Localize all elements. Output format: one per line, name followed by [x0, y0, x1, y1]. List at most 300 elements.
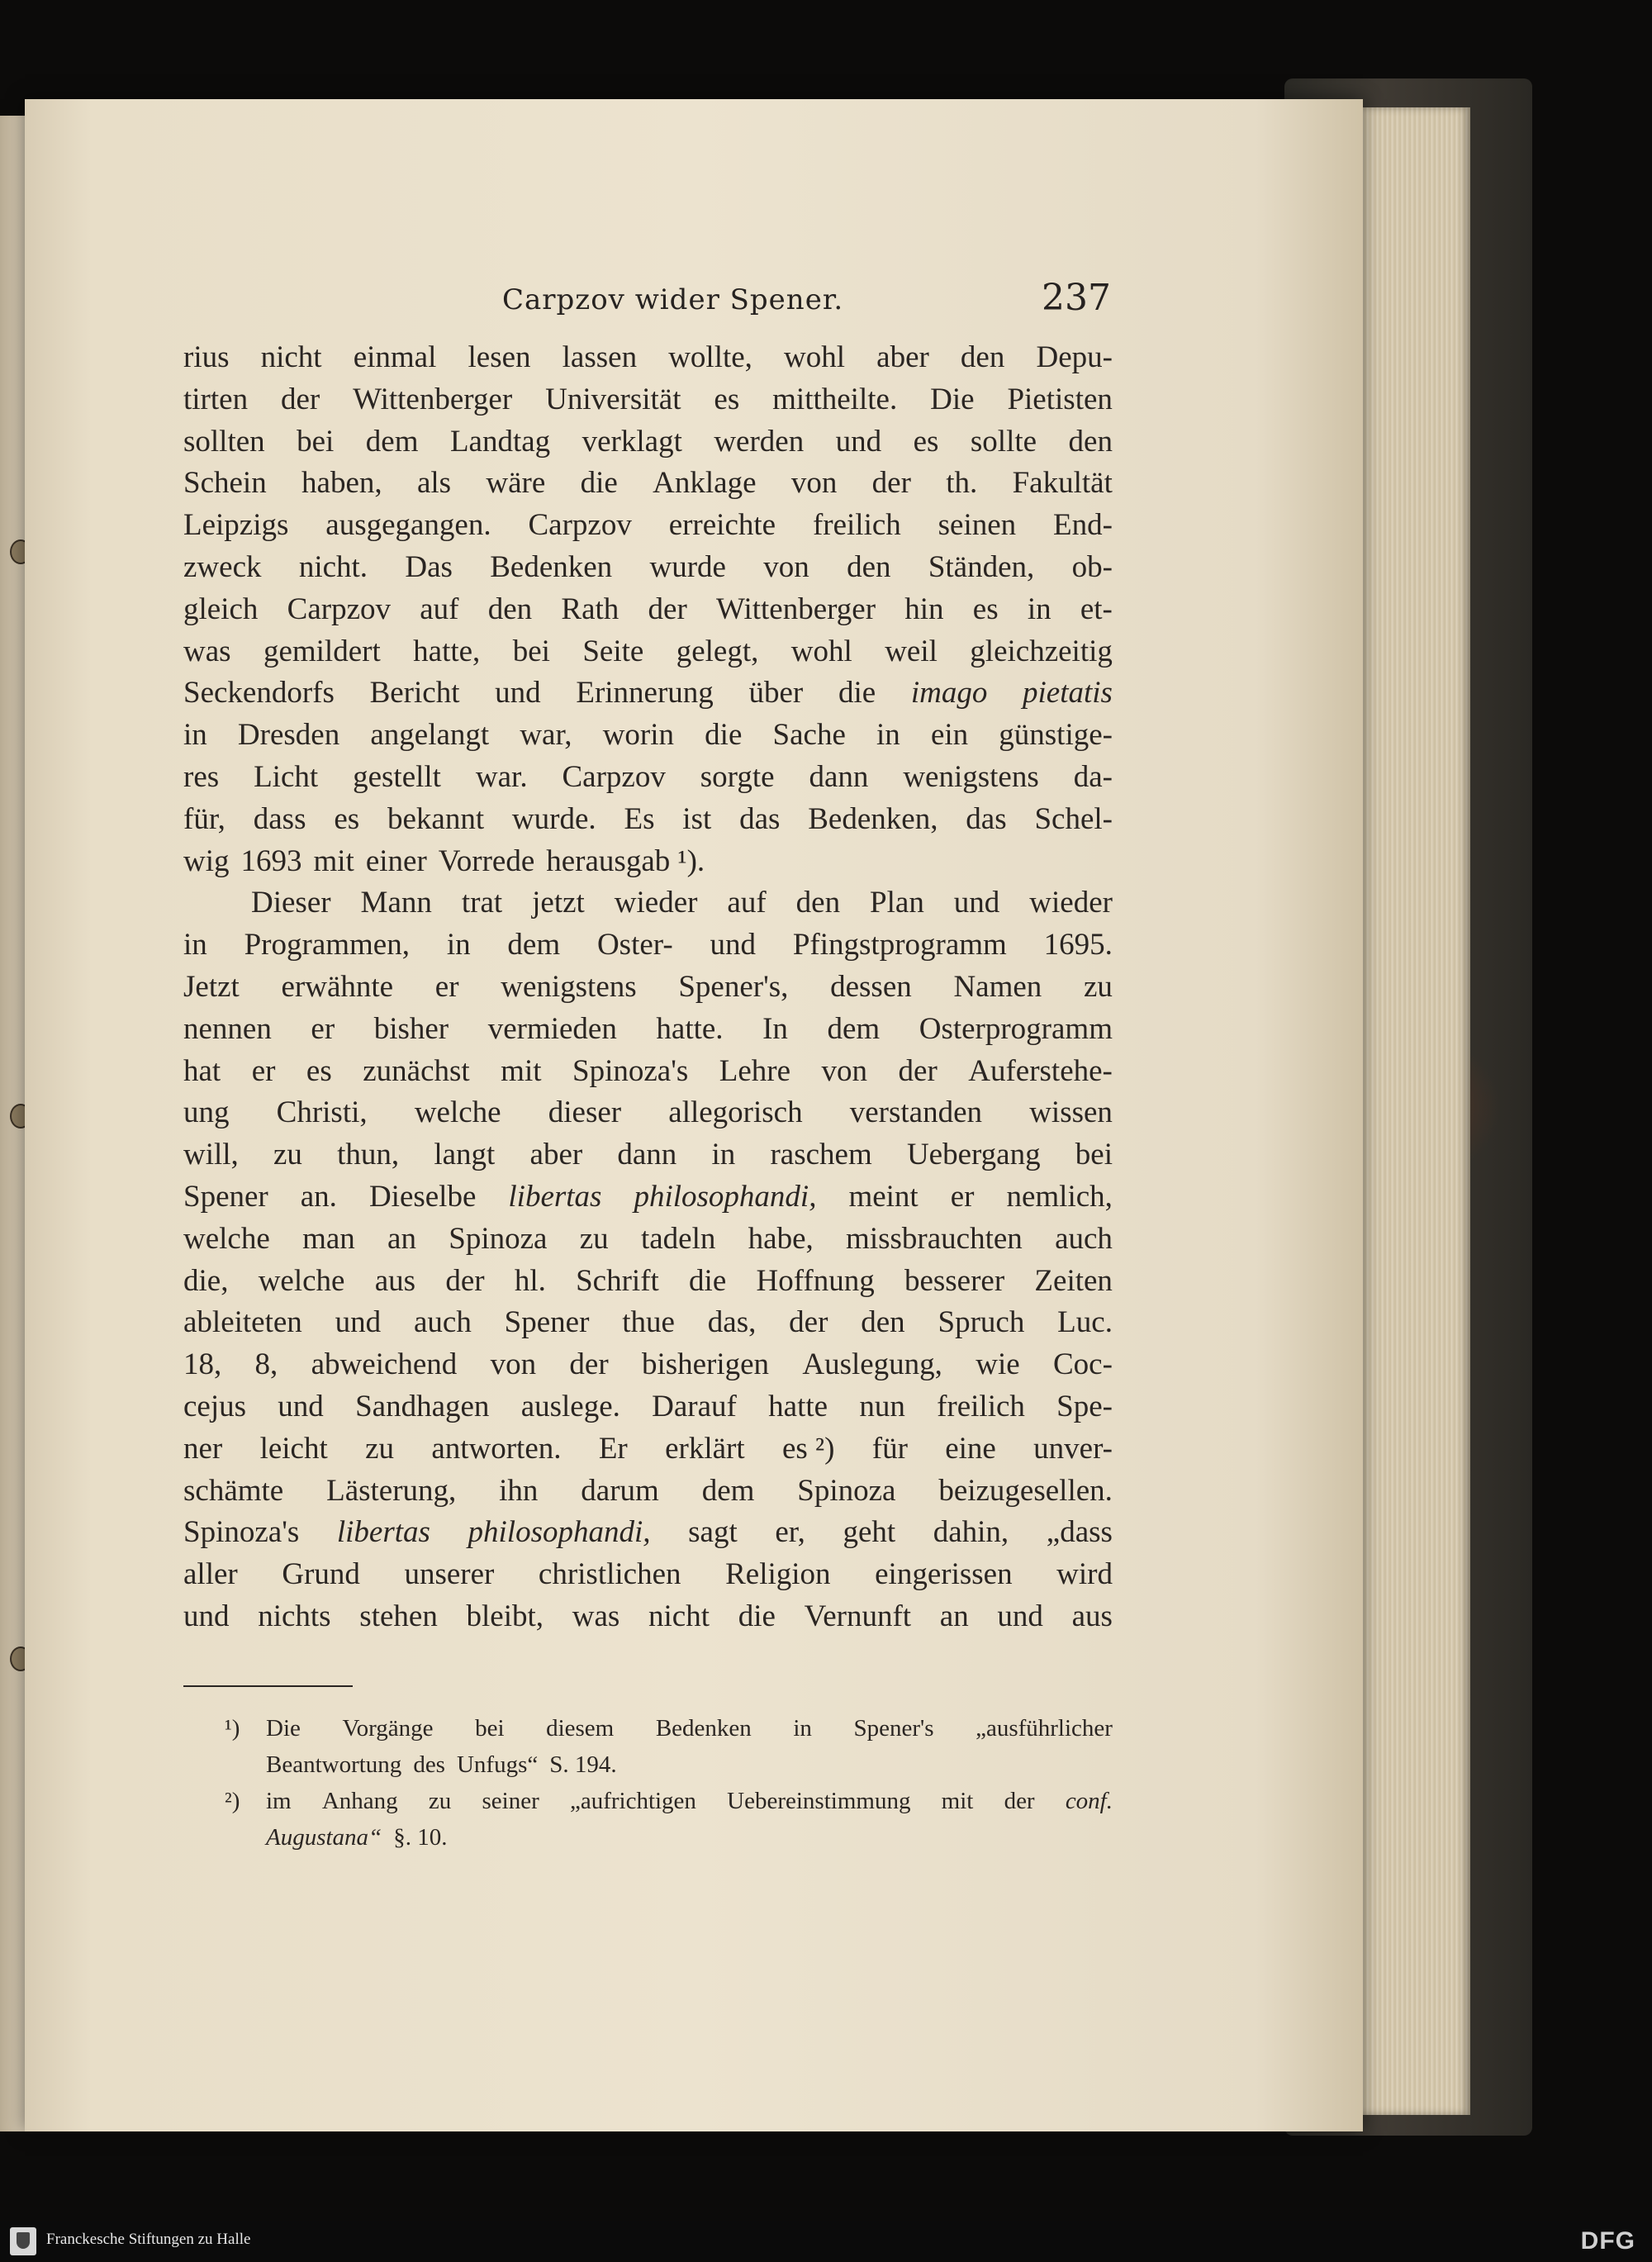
word: Spruch [938, 1305, 1025, 1340]
word: Pietisten [1007, 382, 1113, 416]
word: antworten. [431, 1431, 562, 1466]
text-line [183, 1176, 1113, 1219]
word: Universität [545, 382, 681, 416]
word: hat [183, 1053, 221, 1088]
word: ihn [499, 1473, 539, 1508]
word: die [838, 676, 876, 710]
word: der [871, 466, 911, 501]
word: Seite [582, 634, 644, 668]
word: thun, [337, 1138, 400, 1172]
word: Spinoza [797, 1473, 896, 1508]
word: auch [1055, 1221, 1113, 1256]
word: den [847, 549, 891, 584]
text-line [183, 1219, 1113, 1261]
word: dem [365, 424, 419, 459]
footnote-line [266, 1783, 1113, 1819]
word: mit [501, 1053, 542, 1088]
word: ob- [1071, 549, 1113, 584]
word: Bedenken, [808, 801, 938, 836]
word: Auslegung, [802, 1347, 942, 1382]
word: die [689, 1263, 727, 1298]
word: er [950, 1179, 975, 1214]
word: in [793, 1715, 812, 1742]
text-line [183, 672, 1113, 715]
word: bei [297, 424, 335, 459]
word: S. 194. [549, 1751, 617, 1778]
word: haben, [301, 466, 382, 501]
word: wäre [486, 466, 546, 501]
text-line [183, 421, 1113, 463]
text-line [183, 505, 1113, 547]
word: bisherigen [641, 1347, 770, 1382]
word: unserer [404, 1557, 495, 1592]
word: 18, [183, 1347, 222, 1382]
word: der [445, 1263, 485, 1298]
word: Lehre [719, 1053, 791, 1088]
word: zu [579, 1221, 609, 1256]
word: jetzt [532, 886, 585, 920]
word: er [311, 1011, 335, 1046]
word: aber [876, 340, 929, 374]
word: die, [183, 1263, 229, 1298]
word: wig [183, 843, 230, 878]
word: aller [183, 1557, 238, 1592]
text-line [183, 1554, 1113, 1596]
word: wieder [614, 886, 698, 920]
word: trat [461, 886, 503, 920]
word: Lästerung, [326, 1473, 457, 1508]
word: günstige- [999, 718, 1113, 753]
word: libertas [508, 1179, 602, 1214]
text-line [183, 1092, 1113, 1134]
text-line [183, 1471, 1113, 1513]
word: Bedenken [655, 1715, 752, 1742]
word: rius [183, 340, 230, 374]
word: cejus [183, 1389, 247, 1423]
word: allegorisch [668, 1095, 803, 1130]
word: wurde [649, 549, 726, 584]
word: und [997, 1599, 1043, 1633]
word: dann [617, 1138, 677, 1172]
word: das [966, 801, 1007, 836]
word: von [763, 549, 809, 584]
text-line [183, 882, 1113, 924]
word: den [487, 592, 533, 626]
word: war, [520, 718, 572, 753]
word: gleichzeitig [970, 634, 1113, 668]
word: nennen [183, 1011, 272, 1046]
word: aus [1071, 1599, 1113, 1633]
word: Namen [953, 969, 1042, 1004]
word: welche [183, 1221, 270, 1256]
word: Programmen, [244, 928, 410, 962]
word: sollten [183, 424, 265, 459]
footnote-mark: ¹) [225, 1715, 240, 1742]
word: Leipzigs [183, 508, 289, 543]
word: tadeln [640, 1221, 716, 1256]
word: dann [809, 759, 869, 794]
word: Beantwortung [266, 1751, 402, 1778]
word: Augustana“ [266, 1824, 382, 1851]
word: imago [910, 676, 988, 710]
institution-logo-icon [10, 2227, 36, 2255]
text-line [183, 967, 1113, 1009]
word: hatte, [413, 634, 481, 668]
word: Uebereinstimmung [727, 1788, 911, 1814]
word: worin [602, 718, 675, 753]
word: Darauf [652, 1389, 737, 1423]
word: Erinnerung [576, 676, 714, 710]
word: Spe- [1056, 1389, 1113, 1423]
word: Coc- [1052, 1347, 1113, 1382]
word: nemlich, [1006, 1179, 1113, 1214]
word: Sache [772, 718, 846, 753]
word: Das [405, 549, 453, 584]
word: von [821, 1053, 868, 1088]
word: langt [434, 1138, 496, 1172]
word: Schein [183, 466, 267, 501]
word: Die [266, 1715, 301, 1742]
word: erwähnte [281, 969, 394, 1004]
word: auch [413, 1305, 472, 1340]
text-line [183, 1344, 1113, 1386]
word: und [183, 1599, 230, 1633]
word: aber [529, 1138, 583, 1172]
word: von [790, 466, 838, 501]
word: und [835, 424, 882, 459]
word: sagt [688, 1515, 738, 1550]
word: in [1027, 592, 1051, 626]
word: der [569, 1347, 609, 1382]
word: es [334, 801, 360, 836]
word: Ständen, [928, 549, 1035, 584]
word: Unfugs“ [456, 1751, 539, 1778]
word: Carpzov [562, 759, 666, 794]
word: wieder [1029, 886, 1113, 920]
word: philosophandi, [634, 1179, 817, 1214]
footnotes [183, 1710, 1113, 1856]
word: Zeiten [1034, 1263, 1113, 1298]
word: Anhang [321, 1788, 398, 1814]
text-line [183, 841, 1113, 883]
word: seiner [482, 1788, 539, 1814]
word: freilich [937, 1389, 1025, 1423]
word: herausgab ¹). [546, 843, 705, 878]
word: schämte [183, 1473, 284, 1508]
text-line [183, 1302, 1113, 1344]
word: Hoffnung [756, 1263, 875, 1298]
text-line [183, 463, 1113, 505]
word: gestellt [353, 759, 441, 794]
running-head: Carpzov wider Spener. [502, 283, 844, 316]
word: es ²) [781, 1431, 835, 1466]
word: der [281, 382, 320, 416]
word: hatte [768, 1389, 828, 1423]
word: was [572, 1599, 620, 1633]
word: zu [1083, 969, 1113, 1004]
word: Uebergang [906, 1138, 1041, 1172]
word: ableiteten [183, 1305, 302, 1340]
word: als [416, 466, 452, 501]
word: seinen [938, 508, 1017, 543]
word: tirten [183, 382, 249, 416]
word: „aufrichtigen [569, 1788, 696, 1814]
word: von [490, 1347, 537, 1382]
word: in [446, 928, 471, 962]
word: will, [183, 1138, 239, 1172]
word: End- [1053, 508, 1113, 543]
text-line [183, 1051, 1113, 1093]
word: in [876, 718, 900, 753]
text-line [183, 1009, 1113, 1051]
word: wissen [1029, 1095, 1113, 1130]
footnote-line [266, 1746, 1113, 1783]
word: es [913, 424, 939, 459]
word: in [711, 1138, 736, 1172]
word: conf. [1065, 1788, 1113, 1814]
footnote-rule [183, 1685, 353, 1687]
word: Depu- [1036, 340, 1113, 374]
word: da- [1073, 759, 1113, 794]
word: pietatis [1023, 676, 1113, 710]
word: Dieser [251, 886, 331, 920]
word: lassen [562, 340, 638, 374]
word: geht [843, 1515, 896, 1550]
word: und [953, 886, 1000, 920]
word: hatte. [656, 1011, 724, 1046]
word: welche [414, 1095, 501, 1130]
word: Vorrede [438, 843, 535, 878]
word: im [266, 1788, 292, 1814]
word: wenigstens [501, 969, 637, 1004]
text-line [183, 715, 1113, 757]
word: dem [701, 1473, 755, 1508]
word: das, [707, 1305, 757, 1340]
word: ein [930, 718, 969, 753]
text-line [183, 757, 1113, 799]
word: bei [1075, 1138, 1113, 1172]
word: darum [581, 1473, 659, 1508]
word: den [795, 886, 841, 920]
word: der [898, 1053, 938, 1088]
word: eine [945, 1431, 996, 1466]
word: leicht [259, 1431, 328, 1466]
word: Pfingstprogramm [792, 928, 1007, 962]
word: christlichen [538, 1557, 681, 1592]
word: eingerissen [875, 1557, 1013, 1592]
word: war. [475, 759, 528, 794]
page-number: 237 [1042, 277, 1111, 319]
word: er [434, 969, 459, 1004]
word: freilich [812, 508, 901, 543]
word: dem [827, 1011, 881, 1046]
word: nicht. [298, 549, 368, 584]
text-line [183, 1596, 1113, 1638]
word: wie [976, 1347, 1020, 1382]
word: die [580, 466, 618, 501]
word: bleibt, [466, 1599, 544, 1633]
word: thue [622, 1305, 675, 1340]
word: für, [183, 801, 225, 836]
word: dem [507, 928, 561, 962]
word: ung [183, 1095, 230, 1130]
word: In [762, 1011, 788, 1046]
word: auf [727, 886, 767, 920]
word: Dresden [237, 718, 340, 753]
word: habe, [748, 1221, 814, 1256]
word: an [387, 1221, 416, 1256]
text-line [183, 1386, 1113, 1428]
word: wird [1056, 1557, 1113, 1592]
word: ist [682, 801, 712, 836]
word: verstanden [849, 1095, 983, 1130]
footer-bar [0, 2221, 1652, 2262]
word: Wittenberger [353, 382, 513, 416]
footnote-line [266, 1819, 1113, 1856]
word: es [714, 382, 740, 416]
word: die [738, 1599, 776, 1633]
word: den [861, 1305, 905, 1340]
text-line [183, 1261, 1113, 1303]
word: Bericht [369, 676, 460, 710]
word: Licht [254, 759, 319, 794]
word: Anklage [653, 466, 757, 501]
word: res [183, 759, 220, 794]
word: raschem [770, 1138, 872, 1172]
word: in [183, 928, 207, 962]
word: bekannt [387, 801, 485, 836]
body-text [183, 337, 1113, 1638]
word: zu [273, 1138, 302, 1172]
word: nichts [258, 1599, 331, 1633]
word: ner [183, 1431, 223, 1466]
page-stack-edge [1363, 107, 1470, 2115]
word: missbrauchten [846, 1221, 1023, 1256]
word: dessen [830, 969, 912, 1004]
word: Wittenberger [716, 592, 876, 626]
word: das [739, 801, 781, 836]
dfg-logo: DFG [1580, 2227, 1635, 2255]
word: Religion [725, 1557, 831, 1592]
word: Plan [870, 886, 924, 920]
word: Spener [504, 1305, 590, 1340]
word: Schrift [576, 1263, 659, 1298]
word: des [413, 1751, 445, 1778]
word: unver- [1033, 1431, 1113, 1466]
word: ausgegangen. [325, 508, 491, 543]
word: erreichte [668, 508, 776, 543]
word: zu [428, 1788, 452, 1814]
word: bisher [373, 1011, 449, 1046]
word: der [1004, 1788, 1035, 1814]
word: Oster- [596, 928, 673, 962]
word: sorgte [700, 759, 775, 794]
word: Fakultät [1012, 466, 1113, 501]
word: Luc. [1057, 1305, 1113, 1340]
word: stehen [359, 1599, 438, 1633]
word: der [648, 592, 687, 626]
word: wohl [790, 634, 852, 668]
word: gelegt, [676, 634, 759, 668]
word: den [960, 340, 1005, 374]
word: auslege. [520, 1389, 620, 1423]
word: Osterprogramm [919, 1011, 1113, 1046]
word: Spener [183, 1179, 268, 1214]
word: Spener's, [678, 969, 789, 1004]
footer-institution: Franckesche Stiftungen zu Halle [46, 2231, 251, 2248]
word: Es [624, 801, 655, 836]
word: weil [885, 634, 938, 668]
footnote [183, 1710, 1113, 1783]
text-line [183, 379, 1113, 421]
word: Dieselbe [368, 1179, 477, 1214]
word: Spener's [853, 1715, 934, 1742]
word: welche [258, 1263, 345, 1298]
word: und [495, 676, 541, 710]
word: Schel- [1034, 801, 1113, 836]
word: er [251, 1053, 276, 1088]
word: hl. [514, 1263, 546, 1298]
word: abweichend [311, 1347, 458, 1382]
text-line [183, 631, 1113, 673]
word: wollte, [668, 340, 752, 374]
footnote-line [266, 1710, 1113, 1746]
word: Mann [360, 886, 432, 920]
word: libertas [336, 1515, 430, 1550]
word: Er [598, 1431, 628, 1466]
word: Landtag [449, 424, 551, 459]
word: philosophandi, [468, 1515, 651, 1550]
word: erklärt [665, 1431, 745, 1466]
word: et- [1080, 592, 1113, 626]
word: bei [512, 634, 550, 668]
word: man [302, 1221, 355, 1256]
word: für [871, 1431, 908, 1466]
word: beizugesellen. [938, 1473, 1113, 1508]
word: nicht [648, 1599, 710, 1633]
word: Bedenken [490, 549, 613, 584]
word: vermieden [487, 1011, 617, 1046]
word: und [335, 1305, 382, 1340]
word: mit [313, 843, 354, 878]
word: Vernunft [804, 1599, 912, 1633]
text-line [183, 337, 1113, 379]
word: es [972, 592, 999, 626]
word: Rath [561, 592, 620, 626]
word: nun [859, 1389, 905, 1423]
word: diesem [546, 1715, 615, 1742]
word: Carpzov [287, 592, 391, 626]
word: mit [941, 1788, 974, 1814]
text-line [183, 1134, 1113, 1176]
word: 1693 [240, 843, 302, 878]
word: wurde. [511, 801, 596, 836]
word: verklagt [582, 424, 682, 459]
word: einmal [353, 340, 437, 374]
word: es [306, 1053, 332, 1088]
word: was [183, 634, 231, 668]
word: auf [420, 592, 459, 626]
word: Carpzov [528, 508, 632, 543]
word: meint [848, 1179, 919, 1214]
word: wohl [784, 340, 846, 374]
word: aus [374, 1263, 416, 1298]
word: und [710, 928, 757, 962]
footnote-mark: ²) [225, 1788, 240, 1814]
word: Die [930, 382, 975, 416]
word: sollte [970, 424, 1037, 459]
word: die [705, 718, 743, 753]
